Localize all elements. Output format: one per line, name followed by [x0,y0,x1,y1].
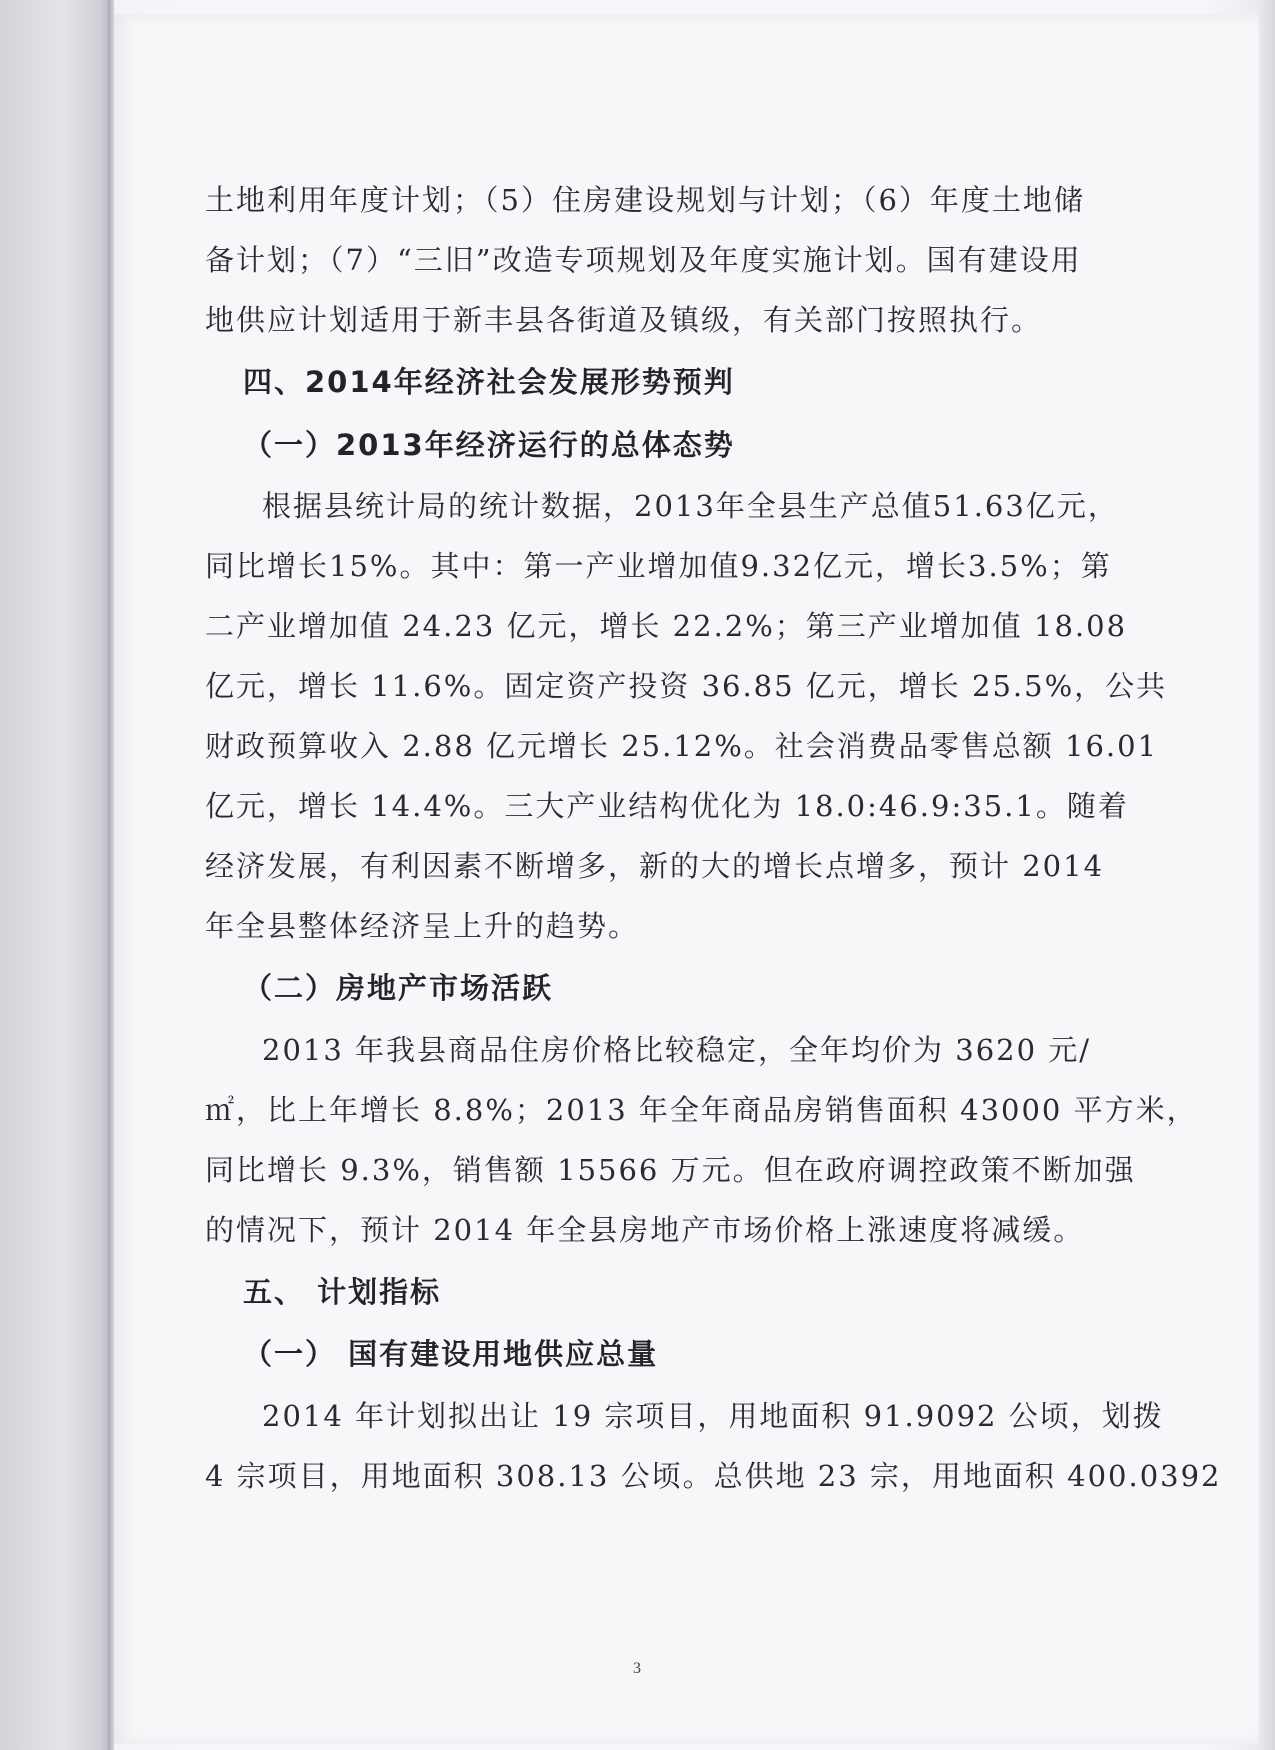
body-line: 同比增长 9.3%，销售额 15566 万元。但在政府调控政策不断加强 [205,1153,1136,1187]
subsection-heading: （一）2013年经济运行的总体态势 [243,428,735,462]
body-line: 经济发展，有利因素不断增多，新的大的增长点增多，预计 2014 [205,849,1105,883]
body-line: 的情况下，预计 2014 年全县房地产市场价格上涨速度将减缓。 [205,1213,1085,1247]
body-line: 备计划；（7）“三旧”改造专项规划及年度实施计划。国有建设用 [205,243,1082,277]
section-heading: 五、 计划指标 [243,1275,442,1309]
body-line: 二产业增加值 24.23 亿元，增长 22.2%；第三产业增加值 18.08 [205,609,1128,643]
body-line: 2013 年我县商品住房价格比较稳定，全年均价为 3620 元/ [262,1033,1092,1067]
facing-page-edge [0,0,112,1750]
subsection-heading: （二）房地产市场活跃 [243,971,554,1005]
body-line: 亿元，增长 11.6%。固定资产投资 36.85 亿元，增长 25.5%，公共 [205,669,1168,703]
body-line: ㎡，比上年增长 8.8%；2013 年全年商品房销售面积 43000 平方米， [205,1093,1198,1127]
body-line: 财政预算收入 2.88 亿元增长 25.12%。社会消费品零售总额 16.01 [205,729,1159,763]
body-line: 同比增长15%。其中：第一产业增加值9.32亿元，增长3.5%；第 [205,549,1112,583]
section-heading: 四、2014年经济社会发展形势预判 [243,365,735,399]
body-line: 年全县整体经济呈上升的趋势。 [205,909,640,943]
subsection-heading: （一） 国有建设用地供应总量 [243,1337,659,1371]
body-line: 亿元，增长 14.4%。三大产业结构优化为 18.0:46.9:35.1。随着 [205,789,1129,823]
body-line: 土地利用年度计划；（5）住房建设规划与计划；（6）年度土地储 [205,183,1085,217]
page-number: 3 [633,1660,641,1677]
body-line: 4 宗项目，用地面积 308.13 公顷。总供地 23 宗，用地面积 400.0392 [205,1459,1222,1493]
body-line: 根据县统计局的统计数据，2013年全县生产总值51.63亿元， [262,489,1119,523]
body-line: 2014 年计划拟出让 19 宗项目，用地面积 91.9092 公顷，划拨 [262,1399,1164,1433]
body-line: 地供应计划适用于新丰县各街道及镇级，有关部门按照执行。 [205,303,1043,337]
